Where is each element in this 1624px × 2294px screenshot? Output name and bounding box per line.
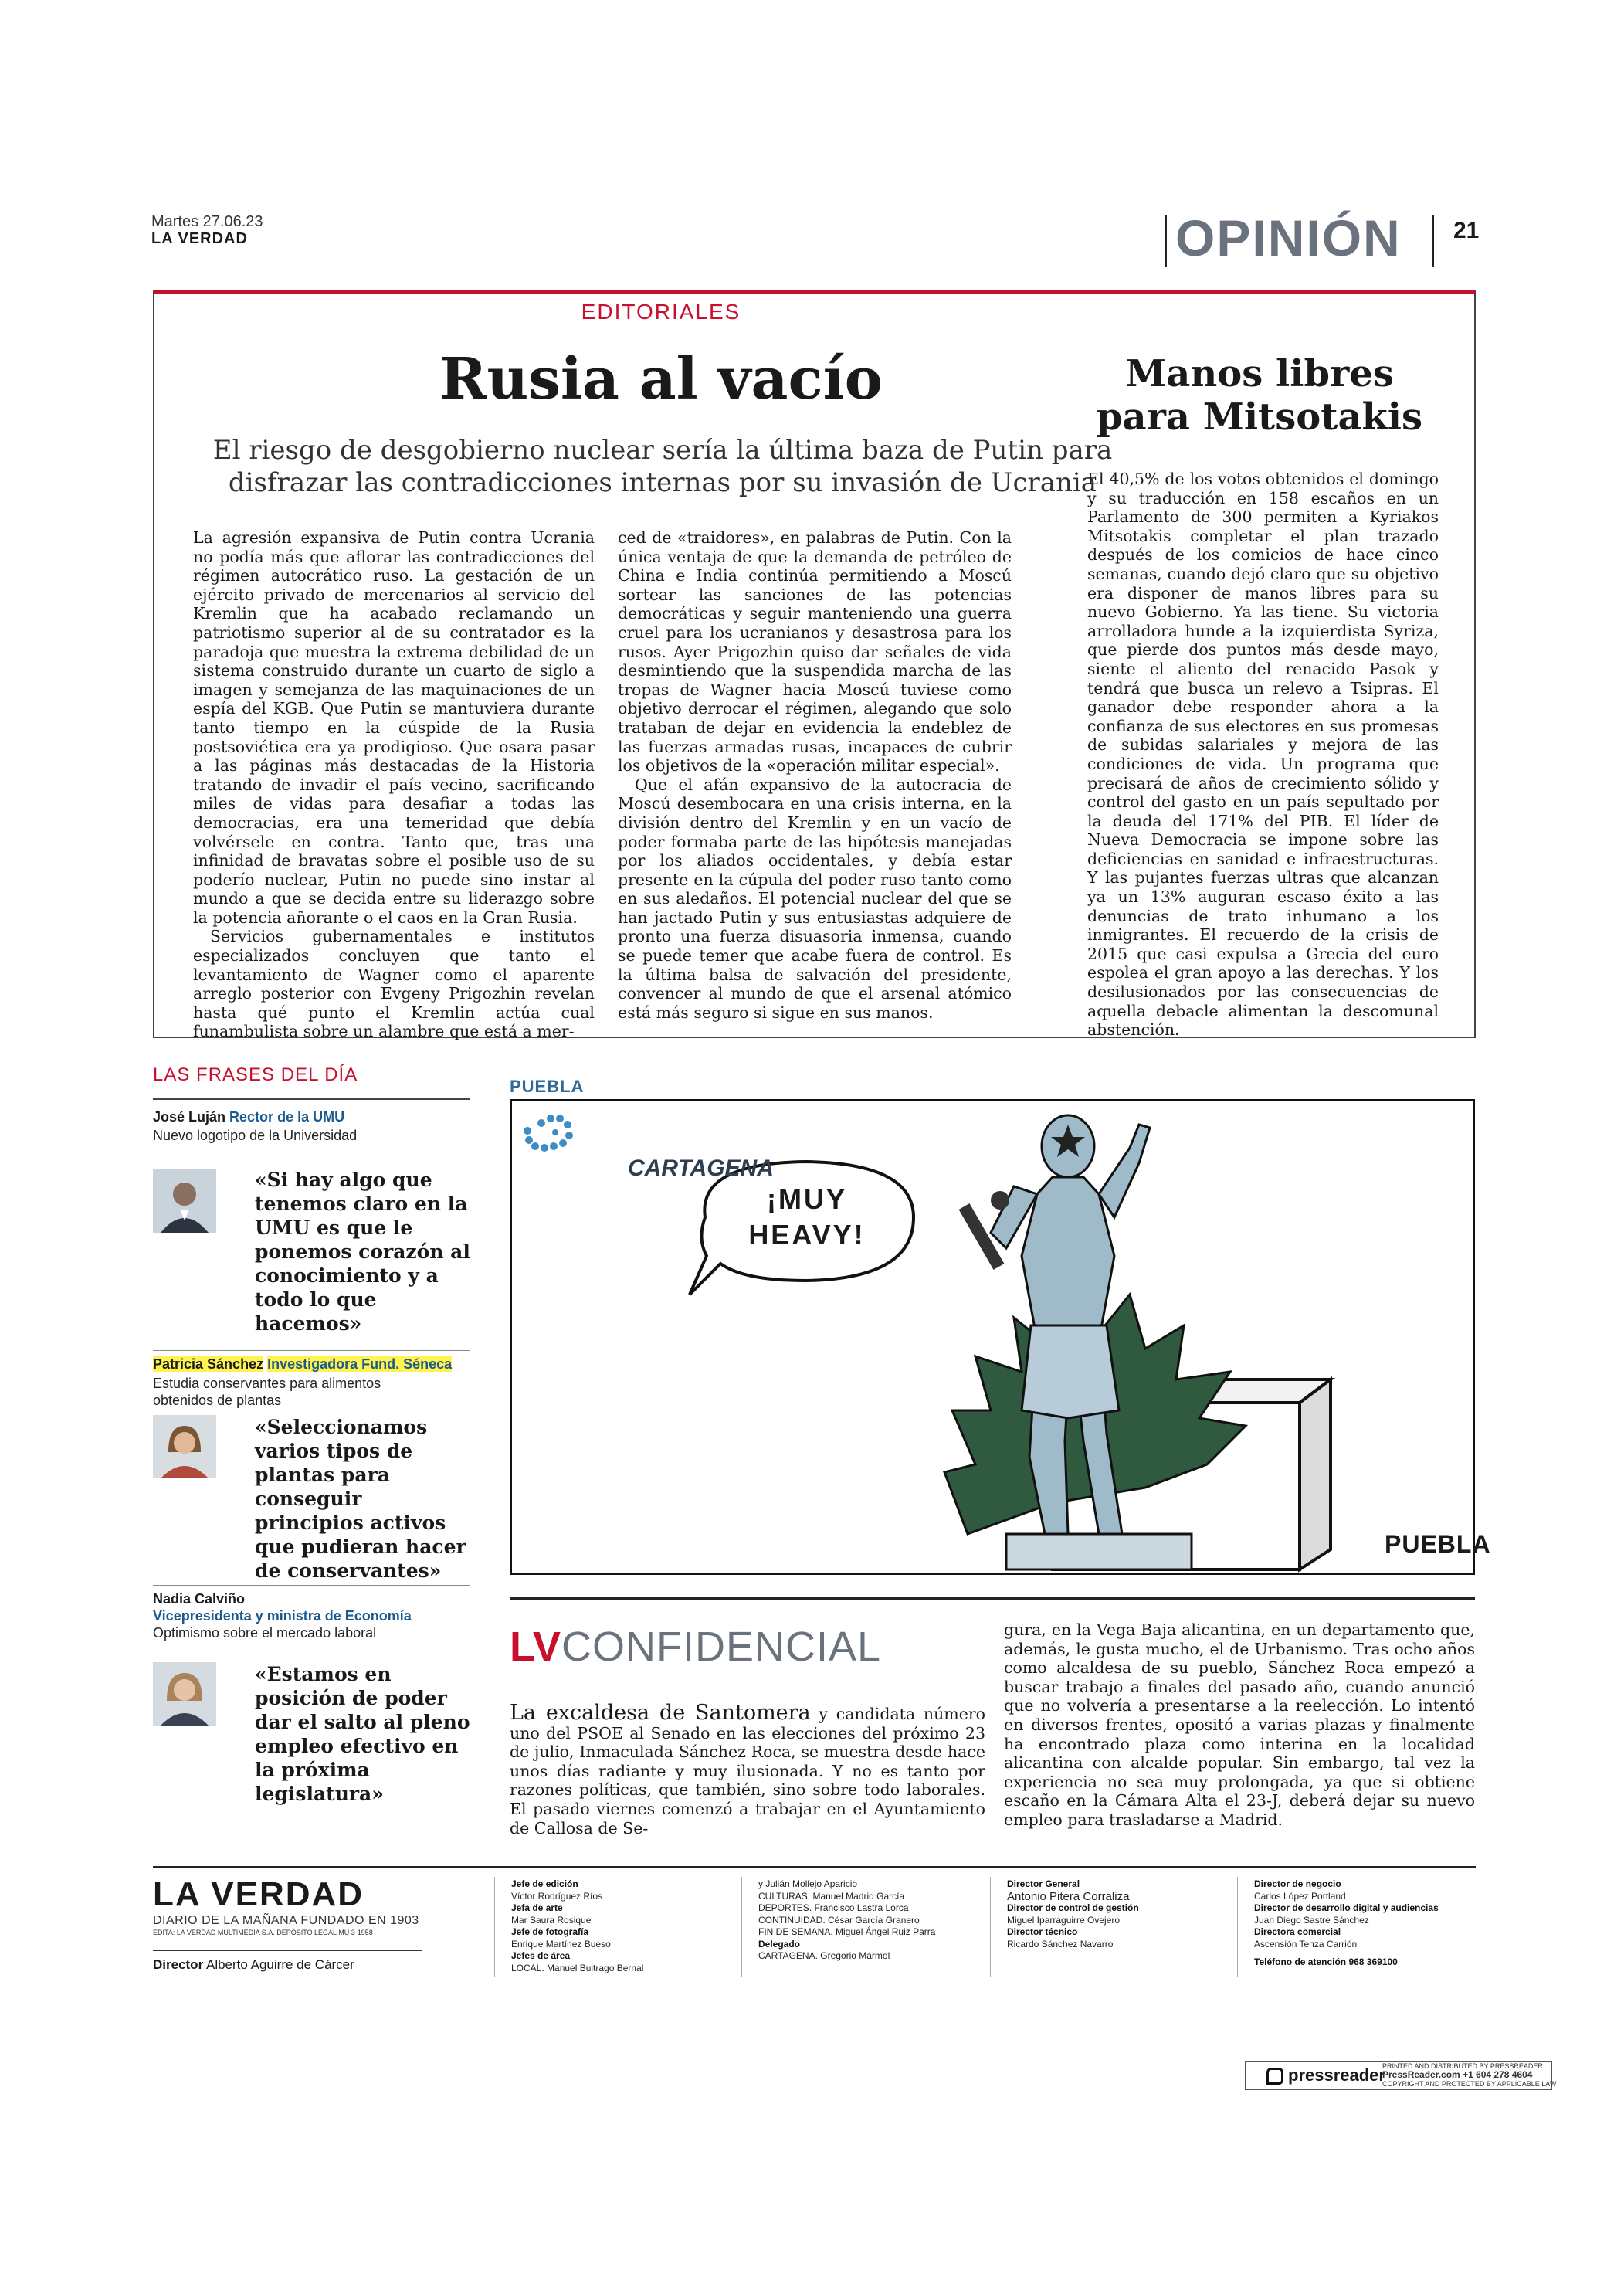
- side-editorial-body: [1087, 470, 1439, 1040]
- quote-author-role: Rector de la UMU: [229, 1109, 345, 1125]
- editorial-paragraph: ced de «traidores», en palabras de Putin. Con la única ventaja de que la demanda de petróleo de China e India continúa permitiendo a Moscú sortear las sanciones de las potencias democráticas y seguir manteniendo una guerra cruel para los ucranianos y desastrosa para los rusos. Ayer Prigozhin quiso dar señales de vida desmintiendo que la suspendida marcha de las tropas de Wagner hacia Moscú tuviese como objetivo derrocar el régimen, alegando que solo trataban de dejar en evidencia la endeblez de las fuerzas armadas rusas, incapaces de cubrir los objetivos de la «operación militar especial».: [618, 528, 1012, 775]
- confidencial-lead: La excaldesa de Santomera: [510, 1701, 811, 1725]
- cartoon-logo-text: CARTAGENA: [628, 1155, 774, 1181]
- staff-role: Delegado: [758, 1938, 801, 1950]
- staff-name: Víctor Rodríguez Ríos: [511, 1890, 603, 1902]
- confidencial-text: gura, en la Vega Baja alicantina, en un departamento que, además, le gusta mucho, el de Urbanismo. Tras ocho años como alcaldesa de su pueblo, Sánchez Roca empezó a buscar trabajo a finales del pasado año, cuando anunció que no volvería a presentarse a la reelección. Lo intentó en diversos frentes, opositó a varias plazas y finalmente ha encontrado plaza como interina en la localidad alicantina con alcalde popular. Sin embargo, tal vez la experiencia no sea muy prolongada, ya que si obtiene escaño en la Cámara Alta el 23-J, deberá dejar su nuevo empleo para trasladarse a Madrid.: [1004, 1620, 1475, 1829]
- staff-role: Jefa de arte: [511, 1902, 563, 1913]
- quotes-divider: [153, 1350, 470, 1351]
- quote-author: [153, 1356, 452, 1373]
- staff-name: Antonio Pitera Corraliza: [1007, 1889, 1130, 1903]
- staff-name: CONTINUIDAD. César García Granero: [758, 1914, 920, 1926]
- quote-context: Nuevo logotipo de la Universidad: [153, 1128, 358, 1143]
- masthead-column-divider: [741, 1877, 742, 1977]
- header-divider: [1165, 215, 1167, 267]
- quote-text: «Seleccionamos varios tipos de plantas para conseguir principios activos que pudieran hacer de conservantes»: [255, 1416, 466, 1582]
- masthead-column-divider: [990, 1877, 991, 1977]
- director-label: Director: [153, 1957, 204, 1972]
- staff-name: Ricardo Sánchez Navarro: [1007, 1938, 1114, 1950]
- cartoon: [510, 1099, 1491, 1575]
- staff-name: Miguel Iparraguirre Ovejero: [1007, 1914, 1121, 1926]
- pressreader-line: COPYRIGHT AND PROTECTED BY APPLICABLE LAW: [1382, 2080, 1557, 2088]
- confidencial-column-1: [510, 1701, 985, 1838]
- editorial-title: Rusia al vacío: [439, 346, 883, 412]
- staff-role: Director de desarrollo digital y audiencias: [1254, 1902, 1439, 1913]
- staff-name: CARTAGENA. Gregorio Mármol: [758, 1950, 890, 1961]
- masthead-staff-column: [758, 1878, 982, 1963]
- pressreader-line: PRINTED AND DISTRIBUTED BY PRESSREADER: [1382, 2062, 1543, 2070]
- staff-name: DEPORTES. Francisco Lastra Lorca: [758, 1902, 909, 1913]
- staff-name: FIN DE SEMANA. Miguel Ángel Ruiz Parra: [758, 1926, 936, 1937]
- pressreader-line: PressReader.com +1 604 278 4604: [1382, 2069, 1533, 2080]
- quote-context: Estudia conservantes para alimentos obtenidos de plantas: [153, 1376, 381, 1408]
- director-name: Alberto Aguirre de Cárcer: [205, 1957, 354, 1972]
- editorial-label: EDITORIALES: [581, 300, 741, 324]
- quote-author-name: José Luján: [153, 1109, 226, 1125]
- quote-author: Nadia Calviño: [153, 1591, 246, 1607]
- quote-context: Optimismo sobre el mercado laboral: [153, 1625, 377, 1641]
- staff-name: Carlos López Portland: [1254, 1890, 1346, 1902]
- quote-author-name: Patricia Sánchez: [153, 1356, 264, 1372]
- paper-name: LA VERDAD: [151, 230, 248, 247]
- staff-name: LOCAL. Manuel Buitrago Bernal: [511, 1962, 644, 1973]
- staff-role: Jefe de edición: [511, 1878, 578, 1889]
- staff-name: y Julián Mollejo Aparicio: [758, 1878, 858, 1889]
- staff-role: Director técnico: [1007, 1926, 1078, 1937]
- masthead-staff-column: [511, 1878, 735, 1974]
- quote-author-role: Vicepresidenta y ministra de Economía: [153, 1608, 412, 1624]
- cartoon-author-label: PUEBLA: [510, 1077, 585, 1096]
- pressreader-text: [1382, 2062, 1556, 2088]
- masthead-column-divider: [1237, 1877, 1238, 1977]
- cartoon-signature: PUEBLA: [1385, 1530, 1491, 1558]
- confidencial-text: y candidata número uno del PSOE al Senado en las elecciones del próximo 23 de julio, Inmaculada Sánchez Roca, se muestra desde hace unos días radiante y muy ilusionada. Y no es tanto por razones políticas, que también, sino sobre todo laborales. El pasado viernes comenzó a trabajar en el Ayuntamiento de Callosa de Se-: [510, 1705, 985, 1838]
- staff-name: Mar Saura Rosique: [511, 1914, 592, 1926]
- masthead-divider: [153, 1950, 422, 1951]
- quotes-divider: [153, 1098, 470, 1100]
- avatar: [153, 1169, 216, 1233]
- confidencial-title-rest: CONFIDENCIAL: [561, 1624, 882, 1670]
- pressreader-logo: [1266, 2065, 1385, 2085]
- avatar: [153, 1415, 216, 1478]
- quote-author-role: Investigadora Fund. Séneca: [267, 1356, 453, 1372]
- staff-name: Enrique Martínez Bueso: [511, 1938, 611, 1950]
- staff-role: Director de control de gestión: [1007, 1902, 1139, 1913]
- quotes-section-label: LAS FRASES DEL DÍA: [153, 1064, 358, 1085]
- quote-text: «Estamos en posición de poder dar el salto al pleno empleo efectivo en la próxima legislatura»: [255, 1663, 470, 1805]
- cartagena-logo-icon: [524, 1115, 573, 1152]
- editorial-column-2: [618, 528, 1012, 1022]
- confidencial-divider: [510, 1597, 1475, 1600]
- contact-phone: Teléfono de atención 968 369100: [1254, 1956, 1398, 1967]
- confidencial-title-lv: LV: [510, 1624, 561, 1670]
- pressreader-icon: [1266, 2068, 1283, 2085]
- section-title: OPINIÓN: [1175, 209, 1402, 266]
- masthead-staff-column: [1007, 1878, 1231, 1950]
- staff-name: Ascensión Tenza Carrión: [1254, 1938, 1358, 1950]
- staff-role: Director de negocio: [1254, 1878, 1341, 1889]
- page-number: 21: [1453, 218, 1480, 243]
- masthead-divider: [153, 1866, 1476, 1868]
- staff-role: Jefes de área: [511, 1950, 571, 1961]
- confidencial-title: [510, 1622, 881, 1671]
- staff-role: Director General: [1007, 1878, 1080, 1889]
- quote-text: «Si hay algo que tenemos claro en la UMU es que le ponemos corazón al conocimiento y a todo lo que hacemos»: [255, 1169, 470, 1335]
- header-divider: [1432, 215, 1434, 267]
- quotes-divider: [153, 1585, 470, 1586]
- masthead-tagline: DIARIO DE LA MAÑANA FUNDADO EN 1903: [153, 1914, 419, 1927]
- side-editorial-paragraph: El 40,5% de los votos obtenidos el domingo y su traducción en 158 escaños en un Parlamento de 300 permiten a Kyriakos Mitsotakis completar el plan trazado después de los comicios de hace cinco semanas, cuando dejó claro que su objetivo era disponer de manos libres para su nuevo Gobierno. Ya las tiene. Su victoria arrolladora hunde a la izquierdista Syriza, que pierde dos puntos más desde mayo, siente el aliento del renacido Pasok y tendrá que busca un relevo a Tsipras. El ganador debe responder ahora a la confianza de sus electores en sus promesas de subidas salariales y mejora de las condiciones de vida. Un programa que precisará de años de crecimiento sólido y control del gasto en un país sepultado por la deuda del 171% del PIB. El líder de Nueva Democracia se impone sobre las deficiencias en sanidad e infraestructuras. Y las pujantes fuerzas ultras que alcanzan ya un 13% auguran escaso éxito a las denuncias de trato inhumano a los inmigrantes. El recuerdo de la crisis de 2015 que casi expulsa a Grecia del euro espolea el gran apoyo a las derechas. Y los desilusionados por las consecuencias de aquella debacle alimentan la descomunal abstención.: [1087, 470, 1439, 1040]
- avatar: [153, 1662, 216, 1726]
- editorial-paragraph: La agresión expansiva de Putin contra Ucrania no podía más que aflorar las contradicciones del régimen autocrático ruso. La gestación de un ejército privado de mercenarios al servicio del Kremlin que ha acabado reclamando un patriotismo superior al de su contratador es la paradoja que muestra la extrema debilidad de un sistema construido durante un cuarto de siglo a imagen y semejanza de las maquinaciones de un espía del KGB. Que Putin se mantuviera durante tanto tiempo en la cúspide de la Rusia postsoviética era ya prodigioso. Que osara pasar a las páginas más destacadas de la Historia tratando de invadir el país vecino, sacrificando miles de vidas para desafiar a todas las democracias, era una temeridad que debía volvérsele en contra. Tanto que, tras una infinidad de bravatas sobre el posible uso de su poderío nuclear, Putin no puede sino instar al mundo a que se decida entre su liderazgo sobre la potencia añorante o el caos en la Gran Rusia.: [193, 528, 595, 927]
- side-editorial-title: Manos libres para Mitsotakis: [1096, 352, 1423, 439]
- editorial-column-1: [193, 528, 595, 1041]
- editorial-subtitle: El riesgo de desgobierno nuclear sería la última baza de Putin para disfrazar las contradicciones internas por su invasión de Ucrania: [212, 435, 1113, 498]
- masthead-legal: EDITA: LA VERDAD MULTIMEDIA S.A. DEPÓSITO LEGAL MU 3-1958: [153, 1929, 373, 1936]
- masthead-column-divider: [494, 1877, 495, 1977]
- masthead-staff-column: [1254, 1878, 1478, 1969]
- staff-name: CULTURAS. Manuel Madrid García: [758, 1890, 905, 1902]
- quote-author: [153, 1109, 344, 1125]
- staff-role: Jefe de fotografía: [511, 1926, 589, 1937]
- speech-bubble-text: ¡MUY HEAVY!: [748, 1183, 866, 1251]
- editorial-paragraph: Servicios gubernamentales e institutos especializados concluyen que tanto el levantamiento de Wagner como el aparente arreglo posterior con Evgeny Prigozhin revelan hasta qué punto el Kremlin actúa cual funambulista sobre un alambre que está a mer-: [193, 927, 595, 1041]
- confidencial-column-2: [1004, 1620, 1475, 1830]
- masthead-director: [153, 1957, 354, 1973]
- editorial-paragraph: Que el afán expansivo de la autocracia de Moscú desembocara en una crisis interna, en la división dentro del Kremlin y en un vacío de poder formaba parte de las hipótesis manejadas por los aliados occidentales, y debía estar presente en la cúpula del poder ruso tanto como en sus aledaños. El potencial nuclear del que se han jactado Putin y sus entusiastas adquiere de pronto una fuerza disuasoria inmensa, cuando se puede temer que acabe fuera de control. Es la última balsa de salvación del presidente, convencer al mundo de que el arsenal atómico está más seguro si sigue en sus manos.: [618, 775, 1012, 1022]
- staff-role: Directora comercial: [1254, 1926, 1341, 1937]
- staff-name: Juan Diego Sastre Sánchez: [1254, 1914, 1369, 1926]
- pressreader-logo-text: pressreader: [1288, 2065, 1385, 2085]
- masthead-logo: LA VERDAD: [153, 1875, 364, 1913]
- issue-date: Martes 27.06.23: [151, 213, 263, 230]
